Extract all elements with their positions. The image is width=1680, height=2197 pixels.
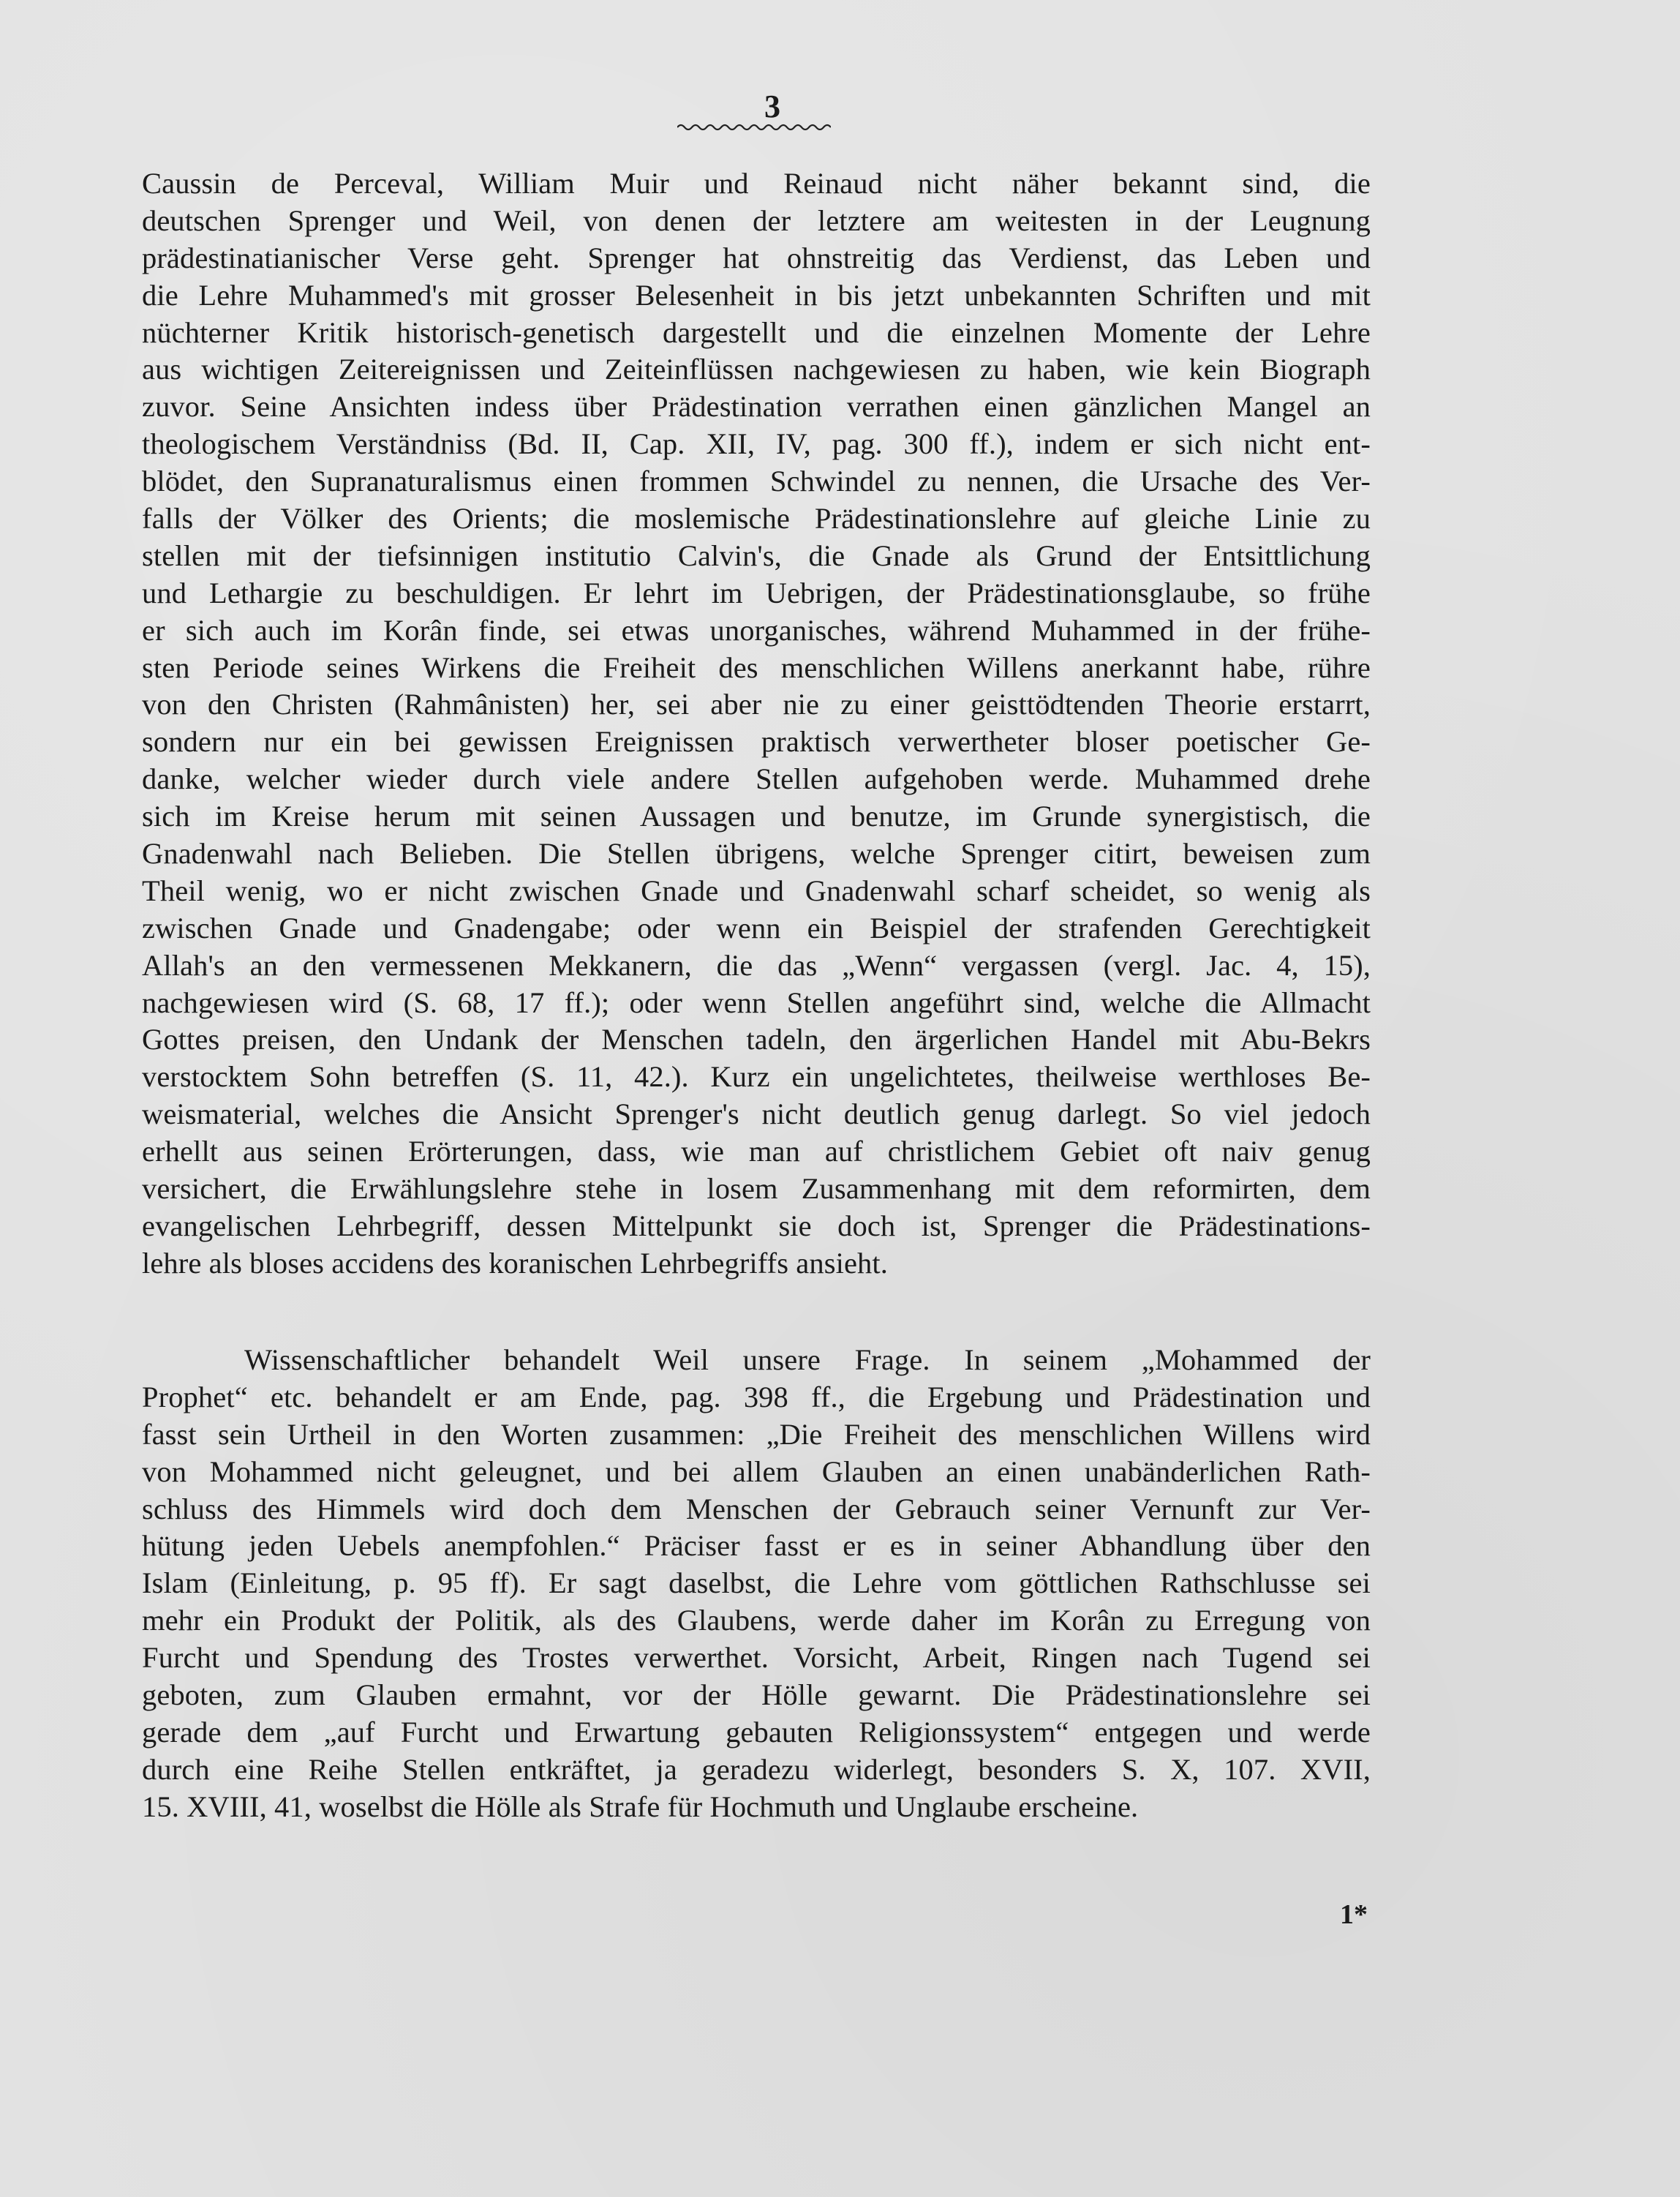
text-line: erhellt aus seinen Erörterungen, dass, wie man auf christlichem Gebiet oft naiv genug	[142, 1135, 1371, 1168]
text-line: die Lehre Muhammed's mit grosser Belesenheit in bis jetzt unbekannten Schriften und mit	[142, 278, 1371, 312]
text-line: 15. XVIII, 41, woselbst die Hölle als Strafe für Hochmuth und Unglaube erscheine.	[142, 1789, 1139, 1823]
page-number: 3	[764, 89, 780, 124]
paragraph-2	[142, 1342, 1371, 1826]
text-line: zwischen Gnade und Gnadengabe; oder wenn ein Beispiel der strafenden Gerechtigkeit	[142, 911, 1371, 944]
text-line: sich im Kreise herum mit seinen Aussagen und benutze, im Grunde synergistisch, die	[142, 800, 1371, 833]
text-line: falls der Völker des Orients; die moslemische Prädestinationslehre auf gleiche Linie zu	[142, 502, 1371, 536]
text-line: blödet, den Supranaturalismus einen frommen Schwindel zu nennen, die Ursache des Ver-	[142, 465, 1371, 498]
text-line: schluss des Himmels wird doch dem Menschen der Gebrauch seiner Vernunft zur Ver-	[142, 1492, 1371, 1525]
text-line: geboten, zum Glauben ermahnt, vor der Hölle gewarnt. Die Prädestinationslehre sei	[142, 1678, 1371, 1712]
text-line: lehre als bloses accidens des koranischen Lehrbegriffs ansieht.	[142, 1246, 888, 1280]
text-line: sten Periode seines Wirkens die Freiheit des menschlichen Willens anerkannt habe, rühre	[142, 650, 1371, 684]
signature-mark: 1*	[1340, 1899, 1368, 1930]
text-line: zuvor. Seine Ansichten indess über Prädestination verrathen einen gänzlichen Mangel an	[142, 390, 1371, 424]
text-line: verstocktem Sohn betreffen (S. 11, 42.). Kurz ein ungelichtetes, theilweise werthloses Be-	[142, 1060, 1371, 1094]
text-line: aus wichtigen Zeitereignissen und Zeiteinflüssen nachgewiesen zu haben, wie kein Biograph	[142, 353, 1371, 386]
text-line: nachgewiesen wird (S. 68, 17 ff.); oder wenn Stellen angeführt sind, welche die Allmacht	[142, 985, 1371, 1019]
wavy-ornament-rule	[677, 121, 831, 133]
text-line: gerade dem „auf Furcht und Erwartung gebauten Religionssystem“ entgegen und werde	[142, 1715, 1371, 1749]
text-line: Gnadenwahl nach Belieben. Die Stellen übrigens, welche Sprenger citirt, beweisen zum	[142, 837, 1371, 871]
text-line: Furcht und Spendung des Trostes verwerthet. Vorsicht, Arbeit, Ringen nach Tugend sei	[142, 1641, 1371, 1675]
text-line: hütung jeden Uebels anempfohlen.“ Präciser fasst er es in seiner Abhandlung über den	[142, 1529, 1371, 1563]
text-line: deutschen Sprenger und Weil, von denen der letztere am weitesten in der Leugnung	[142, 203, 1371, 237]
text-line: weismaterial, welches die Ansicht Sprenger's nicht deutlich genug darlegt. So viel jedoch	[142, 1097, 1371, 1131]
text-line: danke, welcher wieder durch viele andere Stellen aufgehoben werde. Muhammed drehe	[142, 762, 1371, 796]
text-line: durch eine Reihe Stellen entkräftet, ja geradezu widerlegt, besonders S. X, 107. XVII,	[142, 1752, 1371, 1786]
text-line: evangelischen Lehrbegriff, dessen Mittelpunkt sie doch ist, Sprenger die Prädestinations-	[142, 1209, 1371, 1242]
text-line: Theil wenig, wo er nicht zwischen Gnade und Gnadenwahl scharf scheidet, so wenig als	[142, 874, 1371, 907]
text-line: prädestinatianischer Verse geht. Sprenger hat ohnstreitig das Verdienst, das Leben und	[142, 241, 1371, 274]
text-line: Islam (Einleitung, p. 95 ff). Er sagt daselbst, die Lehre vom göttlichen Rathschlusse sei	[142, 1566, 1371, 1600]
text-line: von Mohammed nicht geleugnet, und bei allem Glauben an einen unabänderlichen Rath-	[142, 1454, 1371, 1488]
text-line: Gottes preisen, den Undank der Menschen tadeln, den ärgerlichen Handel mit Abu-Bekrs	[142, 1023, 1371, 1056]
text-line: er sich auch im Korân finde, sei etwas unorganisches, während Muhammed in der frühe-	[142, 613, 1371, 647]
text-line: mehr ein Produkt der Politik, als des Glaubens, werde daher im Korân zu Erregung von	[142, 1604, 1371, 1637]
text-line: Prophet“ etc. behandelt er am Ende, pag. 398 ff., die Ergebung und Prädestination und	[142, 1380, 1371, 1413]
text-line: fasst sein Urtheil in den Worten zusammen: „Die Freiheit des menschlichen Willens wird	[142, 1417, 1371, 1451]
text-line: theologischem Verständniss (Bd. II, Cap. XII, IV, pag. 300 ff.), indem er sich nicht ent-	[142, 427, 1371, 461]
text-line: Caussin de Perceval, William Muir und Reinaud nicht näher bekannt sind, die	[142, 167, 1371, 200]
text-line: von den Christen (Rahmânisten) her, sei aber nie zu einer geisttödtenden Theorie erstarrt,	[142, 688, 1371, 721]
text-line: Wissenschaftlicher behandelt Weil unsere Frage. In seinem „Mohammed der	[244, 1343, 1371, 1376]
text-line: Allah's an den vermessenen Mekkanern, die das „Wenn“ vergassen (vergl. Jac. 4, 15),	[142, 948, 1371, 982]
paragraph-1	[142, 165, 1371, 1282]
text-line: nüchterner Kritik historisch-genetisch dargestellt und die einzelnen Momente der Lehre	[142, 315, 1371, 349]
text-line: versichert, die Erwählungslehre stehe in losem Zusammenhang mit dem reformirten, dem	[142, 1172, 1371, 1206]
text-line: sondern nur ein bei gewissen Ereignissen praktisch verwertheter bloser poetischer Ge-	[142, 725, 1371, 759]
text-line: stellen mit der tiefsinnigen institutio Calvin's, die Gnade als Grund der Entsittlichung	[142, 538, 1371, 572]
text-line: und Lethargie zu beschuldigen. Er lehrt im Uebrigen, der Prädestinationsglaube, so frühe	[142, 576, 1371, 609]
